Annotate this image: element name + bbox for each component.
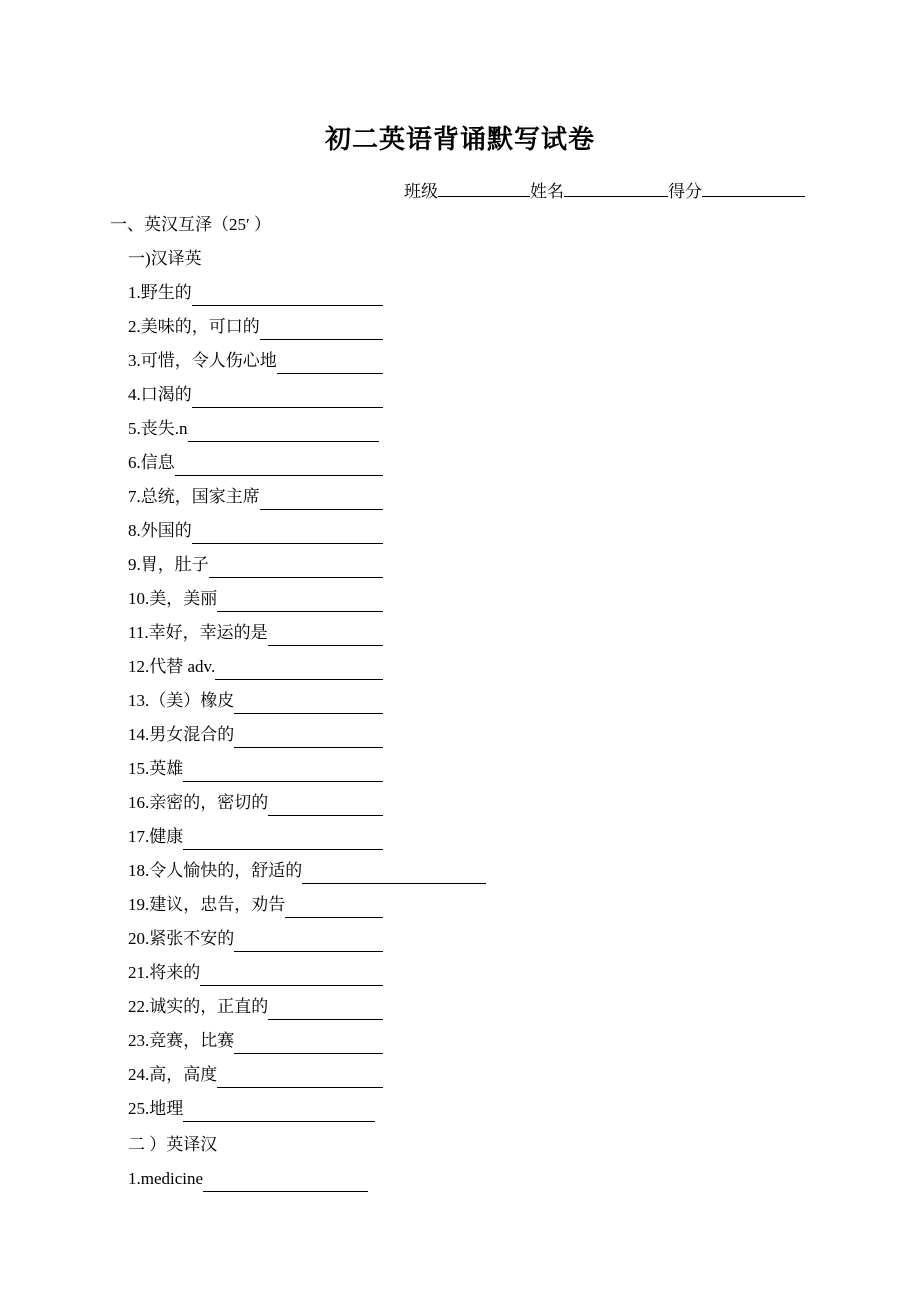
answer-blank[interactable] <box>260 489 383 510</box>
class-label: 班级 <box>404 182 438 201</box>
answer-blank[interactable] <box>234 1033 383 1054</box>
answer-blank[interactable] <box>215 659 383 680</box>
question-label: 25.地理 <box>128 1099 184 1118</box>
question-item <box>128 416 379 442</box>
question-label: 2.美味的，可口的 <box>128 317 260 336</box>
answer-blank[interactable] <box>268 625 383 646</box>
question-item <box>128 1028 383 1054</box>
question-item <box>128 994 383 1020</box>
question-label: 18.令人愉快的，舒适的 <box>128 861 303 880</box>
part-1-title: 一)汉译英 <box>128 249 202 268</box>
question-label: 17.健康 <box>128 827 184 846</box>
answer-blank[interactable] <box>192 523 383 544</box>
question-label: 19.建议，忠告，劝告 <box>128 895 286 914</box>
answer-blank[interactable] <box>192 387 383 408</box>
question-item <box>128 756 383 782</box>
question-item <box>128 1062 383 1088</box>
answer-blank[interactable] <box>217 1067 383 1088</box>
answer-blank[interactable] <box>260 319 383 340</box>
question-item <box>128 1096 375 1122</box>
question-item <box>128 382 383 408</box>
question-label: 20.紧张不安的 <box>128 929 235 948</box>
question-label: 14.男女混合的 <box>128 725 235 744</box>
answer-blank[interactable] <box>203 1171 368 1192</box>
question-label: 1.野生的 <box>128 283 192 302</box>
page-title: 初二英语背诵默写试卷 <box>324 125 595 154</box>
question-label: 16.亲密的，密切的 <box>128 793 269 812</box>
question-item <box>128 858 486 884</box>
question-label: 15.英雄 <box>128 759 184 778</box>
question-label: 13.（美）橡皮 <box>128 691 235 710</box>
question-label: 3.可惜，令人伤心地 <box>128 351 277 370</box>
answer-blank[interactable] <box>175 455 383 476</box>
section-1-title: 一、英汉互泽（25′ ） <box>110 215 271 234</box>
name-field[interactable] <box>564 178 668 197</box>
answer-blank[interactable] <box>183 761 383 782</box>
score-field[interactable] <box>702 178 805 197</box>
question-item <box>128 314 383 340</box>
answer-blank[interactable] <box>217 591 383 612</box>
question-item <box>128 654 383 680</box>
answer-blank[interactable] <box>234 693 383 714</box>
class-field[interactable] <box>438 178 530 197</box>
question-item <box>128 1166 368 1192</box>
question-item <box>128 348 383 374</box>
question-label: 23.竞赛，比赛 <box>128 1031 235 1050</box>
question-label: 5.丧失.n <box>128 419 188 438</box>
question-item <box>128 960 383 986</box>
student-info-row <box>404 178 805 205</box>
answer-blank[interactable] <box>183 1101 375 1122</box>
answer-blank[interactable] <box>268 999 383 1020</box>
answer-blank[interactable] <box>277 353 383 374</box>
part-2-title: 二 ）英译汉 <box>128 1135 218 1154</box>
score-label: 得分 <box>668 182 702 201</box>
question-label: 1.medicine <box>128 1169 204 1188</box>
question-item <box>128 552 383 578</box>
name-label: 姓名 <box>530 182 564 201</box>
question-label: 12.代替 adv. <box>128 657 216 676</box>
answer-blank[interactable] <box>234 727 383 748</box>
question-item <box>128 688 383 714</box>
question-label: 6.信息 <box>128 453 175 472</box>
question-item <box>128 518 383 544</box>
answer-blank[interactable] <box>285 897 383 918</box>
question-label: 10.美，美丽 <box>128 589 218 608</box>
question-item <box>128 892 383 918</box>
question-label: 7.总统，国家主席 <box>128 487 260 506</box>
question-item <box>128 722 383 748</box>
question-label: 22.诚实的，正直的 <box>128 997 269 1016</box>
question-label: 24.高，高度 <box>128 1065 218 1084</box>
question-item <box>128 450 383 476</box>
question-item <box>128 790 383 816</box>
question-label: 4.口渴的 <box>128 385 192 404</box>
question-item <box>128 280 383 306</box>
answer-blank[interactable] <box>183 829 383 850</box>
question-item <box>128 926 383 952</box>
answer-blank[interactable] <box>188 421 380 442</box>
answer-blank[interactable] <box>302 863 486 884</box>
question-item <box>128 484 383 510</box>
question-item <box>128 620 383 646</box>
question-label: 21.将来的 <box>128 963 201 982</box>
answer-blank[interactable] <box>192 285 383 306</box>
question-label: 11.幸好，幸运的是 <box>128 623 268 642</box>
question-item <box>128 824 383 850</box>
answer-blank[interactable] <box>268 795 383 816</box>
answer-blank[interactable] <box>200 965 383 986</box>
answer-blank[interactable] <box>234 931 383 952</box>
answer-blank[interactable] <box>209 557 383 578</box>
question-label: 9.胃，肚子 <box>128 555 209 574</box>
question-label: 8.外国的 <box>128 521 192 540</box>
question-item <box>128 586 383 612</box>
